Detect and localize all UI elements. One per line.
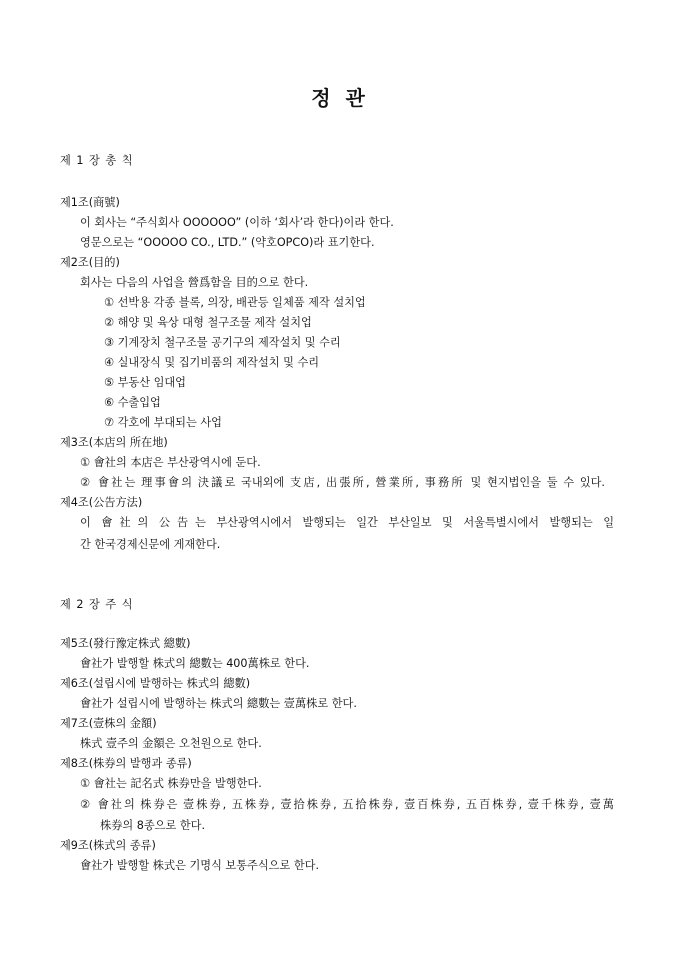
article-heading: 제3조(本店의 所在地) — [60, 436, 168, 449]
article-text: 이 會社의 公告는 부산광역시에서 발행되는 일간 부산일보 및 서울특별시에서 발행되는 일 — [80, 516, 614, 529]
article-text: 회사는 다음의 사업을 營爲함을 目的으로 한다. — [80, 276, 309, 289]
list-item: 株券의 8종으로 한다. — [100, 819, 206, 832]
article-heading: 제6조(설립시에 발행하는 株式의 總數) — [60, 677, 251, 690]
list-item: ⑤ 부동산 임대업 — [104, 376, 186, 389]
article-text: 간 한국경제신문에 게재한다. — [80, 538, 221, 551]
list-item: ① 선박용 각종 블록, 의장, 배관등 일체품 제작 설치업 — [104, 296, 366, 309]
list-item: ② 會社의 株券은 壹株券, 五株券, 壹拾株券, 五拾株券, 壹百株券, 五百株券, 壹千株券, 壹萬 — [80, 798, 614, 811]
list-item: ④ 실내장식 및 집기비품의 제작설치 및 수리 — [104, 356, 320, 369]
document-title: 정 관 — [311, 86, 369, 110]
list-item: ⑦ 각호에 부대되는 사업 — [104, 416, 222, 429]
list-item: ⑥ 수출입업 — [104, 396, 161, 409]
article-heading: 제4조(公告方法) — [60, 496, 143, 509]
article-heading: 제7조(壹株의 金額) — [60, 717, 157, 730]
article-text: 이 회사는 “주식회사 OOOOOO” (이하 ‘회사’라 한다)이라 한다. — [80, 216, 394, 229]
list-item: ② 會社는 理事會의 決議로 국내외에 支店, 出張所, 營業所, 事務所 및 현지법인을 둘 수 있다. — [80, 476, 605, 489]
article-text: 會社가 발행할 株式은 기명식 보통주식으로 한다. — [80, 859, 320, 872]
list-item: ① 會社는 記名式 株券만을 발행한다. — [80, 777, 262, 790]
article-heading: 제2조(目的) — [60, 256, 120, 269]
list-item: ② 해양 및 육상 대형 철구조물 제작 설치업 — [104, 316, 312, 329]
list-item: ③ 기계장치 철구조물 공기구의 제작설치 및 수리 — [104, 336, 341, 349]
article-heading: 제1조(商號) — [60, 196, 120, 209]
article-text: 會社가 설립시에 발행하는 株式의 總數는 壹萬株로 한다. — [80, 697, 357, 710]
article-heading: 제5조(發行豫定株式 總數) — [60, 637, 191, 650]
chapter-heading: 제 1 장 총 칙 — [60, 154, 134, 167]
list-item: ① 會社의 本店은 부산광역시에 둔다. — [80, 456, 261, 469]
article-heading: 제9조(株式의 종류) — [60, 839, 156, 852]
chapter-heading: 제 2 장 주 식 — [60, 598, 134, 611]
article-text: 會社가 발행할 株式의 總數는 400萬株로 한다. — [80, 657, 310, 670]
article-heading: 제8조(株券의 발행과 종류) — [60, 757, 192, 770]
article-text: 영문으로는 “OOOOO CO., LTD.” (약호OPCO)라 표기한다. — [80, 236, 375, 249]
article-text: 株式 壹주의 金額은 오천원으로 한다. — [80, 737, 262, 750]
